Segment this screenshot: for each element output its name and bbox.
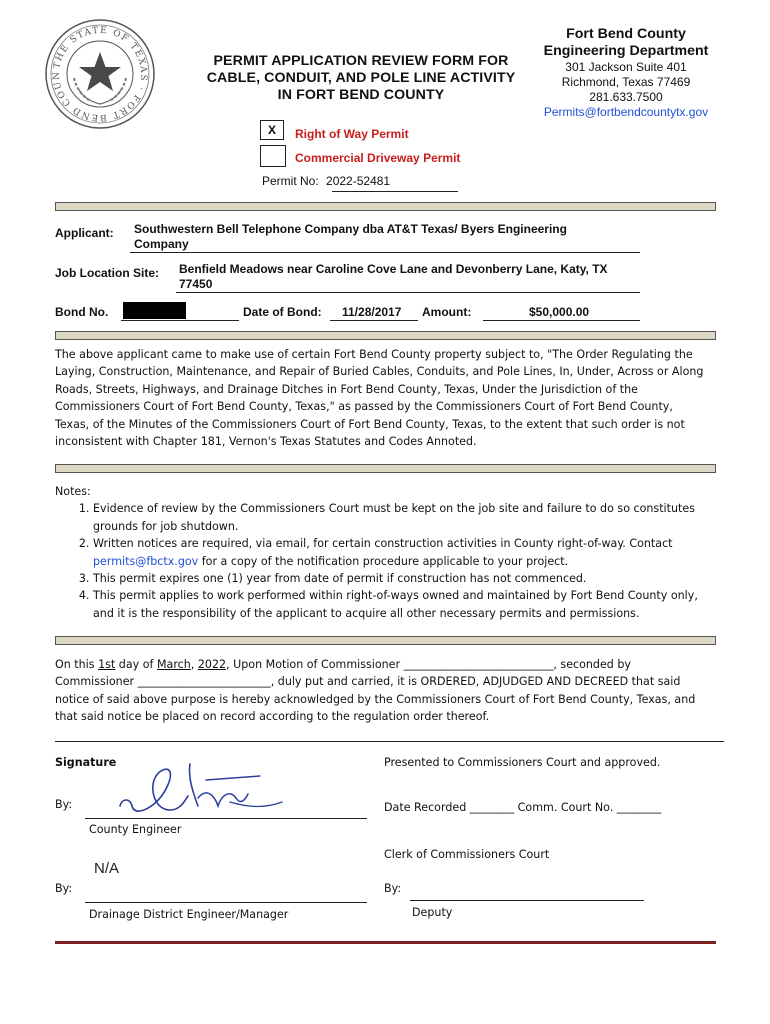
title-line-3: IN FORT BEND COUNTY — [277, 87, 445, 103]
signature-heading: Signature — [55, 756, 117, 769]
applicant-label: Applicant: — [55, 226, 114, 240]
amount-label: Amount: — [422, 305, 472, 319]
paragraph-line: Commissioners Court of Fort Bend County, Texas," as passed by the Commissioners Court of Fort Bend County, — [55, 400, 673, 414]
date-recorded-text: Date Recorded ________ Comm. Court No. ________ — [384, 801, 662, 814]
clerk-caption: Clerk of Commissioners Court — [384, 848, 550, 861]
order-text: , — [190, 658, 198, 671]
order-line-4: that said notice be placed on record according to the regulation order thereof. — [55, 710, 490, 724]
commercial-driveway-checkbox[interactable] — [260, 145, 286, 167]
dept-name-1: Fort Bend County — [566, 26, 686, 42]
engineer-signature — [110, 758, 290, 820]
job-location-label: Job Location Site: — [55, 266, 160, 280]
paragraph-line: The above applicant came to make use of certain Fort Bend County property subject to, "The Order Regulating the — [55, 348, 693, 361]
dept-name-2: Engineering Department — [543, 43, 709, 59]
notes-list — [55, 500, 717, 622]
paragraph-line: Roads, Streets, Highways, and Drainage Ditches in Fort Bend County, Texas, Under the Jurisdiction of the — [55, 382, 638, 396]
seal-text: THE STATE OF TEXAS · FORT BEND COUN — [51, 25, 149, 123]
note-item — [93, 570, 717, 587]
form-title — [186, 53, 536, 104]
order-paragraph — [55, 656, 717, 726]
bond-no-label: Bond No. — [55, 305, 109, 319]
note-1-line-1: Evidence of review by the Commissioners Court must be kept on the job site and failure to do so constitutes — [93, 502, 695, 516]
order-line-2: Commissioner ________________________, duly put and carried, it is ORDERED, ADJUDGED AND DECREED that said — [55, 675, 681, 689]
deputy-caption: Deputy — [412, 906, 453, 919]
title-line-1: PERMIT APPLICATION REVIEW FORM FOR — [213, 53, 509, 69]
county-engineer-caption: County Engineer — [89, 823, 182, 836]
note-4-line-1: This permit applies to work performed within right-of-ways owned and maintained by Fort Bend County only, — [93, 589, 698, 603]
date-of-bond-value: 11/28/2017 — [342, 305, 402, 319]
order-text: day of — [115, 658, 157, 671]
county-seal — [44, 18, 156, 130]
seal-graphic — [44, 18, 156, 130]
note-item — [93, 500, 717, 535]
permit-no-label: Permit No: — [262, 174, 319, 188]
order-text: On this — [55, 658, 99, 671]
notes-heading: Notes: — [55, 485, 91, 498]
engineer-signature-line — [85, 818, 367, 819]
notes-section — [55, 483, 717, 622]
order-month: March — [156, 658, 191, 671]
paragraph-line: inconsistent with Chapter 181, Vernon's Texas Statutes and Codes Annoted. — [55, 435, 477, 449]
drainage-by-label: By: — [55, 882, 73, 895]
applicant-underline — [130, 252, 640, 253]
notification-email-link[interactable]: permits@fbctx.gov — [93, 554, 199, 568]
commercial-driveway-label: Commercial Driveway Permit — [295, 151, 461, 165]
paragraph-line: Texas, of the Minutes of the Commissioners Court of Fort Bend County, Texas, to the extent that such order is not — [55, 417, 685, 431]
drainage-signature-line — [85, 902, 367, 903]
section-divider-band — [55, 202, 716, 211]
amount-underline — [483, 320, 640, 321]
note-item — [93, 535, 717, 570]
note-item — [93, 587, 717, 622]
job-location-underline — [176, 292, 640, 293]
signature-by-label: By: — [55, 798, 73, 811]
section-divider-band — [55, 636, 716, 645]
dept-address-1: 301 Jackson Suite 401 — [565, 60, 687, 74]
permit-no-value: 2022-52481 — [326, 174, 391, 188]
applicant-value — [134, 222, 639, 252]
date-of-bond-underline — [330, 320, 418, 321]
bond-no-underline — [121, 320, 239, 321]
title-line-2: CABLE, CONDUIT, AND POLE LINE ACTIVITY — [206, 70, 516, 86]
dept-address-2: Richmond, Texas 77469 — [561, 75, 691, 89]
note-1-line-2: grounds for job shutdown. — [93, 519, 239, 533]
dept-phone: 281.633.7500 — [589, 90, 663, 104]
order-year: 2022 — [197, 658, 227, 671]
drainage-na-text: N/A — [94, 860, 120, 877]
right-of-way-label: Right of Way Permit — [295, 127, 409, 141]
department-contact — [530, 26, 722, 120]
footer-rule — [55, 941, 716, 944]
section-divider-band — [55, 331, 716, 340]
applicant-value-line-1: Southwestern Bell Telephone Company dba AT&T Texas/ Byers Engineering — [134, 222, 567, 236]
bond-no-redaction — [123, 302, 186, 319]
note-3: This permit expires one (1) year from date of permit if construction has not commenced. — [93, 572, 587, 586]
clerk-signature-line — [410, 900, 644, 901]
permit-number — [262, 174, 390, 188]
order-text: , Upon Motion of Commissioner ___________________________, seconded by — [226, 658, 631, 671]
job-location-line-2: 77450 — [179, 277, 213, 291]
signature-divider — [55, 741, 724, 742]
note-2-line-1: Written notices are required, via email, for certain construction activities in County right-of-way. Contact — [93, 537, 673, 551]
paragraph-line: Laying, Construction, Maintenance, and Repair of Buried Cables, Conduits, and Pole Lines, In, Under, Across or Along — [55, 365, 704, 379]
drainage-caption: Drainage District Engineer/Manager — [89, 908, 289, 921]
date-of-bond-label: Date of Bond: — [243, 305, 322, 319]
star-icon — [79, 52, 121, 91]
job-location-value — [179, 262, 639, 292]
regulation-paragraph — [55, 346, 717, 450]
order-line-3: notice of said above purpose is hereby acknowledged by the Commissioners Court of Fort Bend County, Texas, and — [55, 692, 696, 706]
applicant-value-line-2: Company — [134, 237, 189, 251]
amount-value: $50,000.00 — [529, 305, 590, 319]
job-location-line-1: Benfield Meadows near Caroline Cove Lane and Devonberry Lane, Katy, TX — [179, 262, 608, 276]
clerk-by-label: By: — [384, 882, 402, 895]
section-divider-band — [55, 464, 716, 473]
order-day: 1st — [98, 658, 116, 671]
permit-no-underline — [332, 191, 458, 192]
order-line-1 — [55, 656, 717, 673]
right-of-way-checkbox[interactable]: X — [260, 120, 284, 140]
presented-text: Presented to Commissioners Court and approved. — [384, 756, 661, 769]
note-2-line-2: for a copy of the notification procedure applicable to your project. — [198, 554, 569, 568]
note-4-line-2: and it is the responsibility of the applicant to acquire all other necessary permits and permissions. — [93, 606, 640, 620]
dept-email[interactable]: Permits@fortbendcountytx.gov — [543, 105, 709, 119]
